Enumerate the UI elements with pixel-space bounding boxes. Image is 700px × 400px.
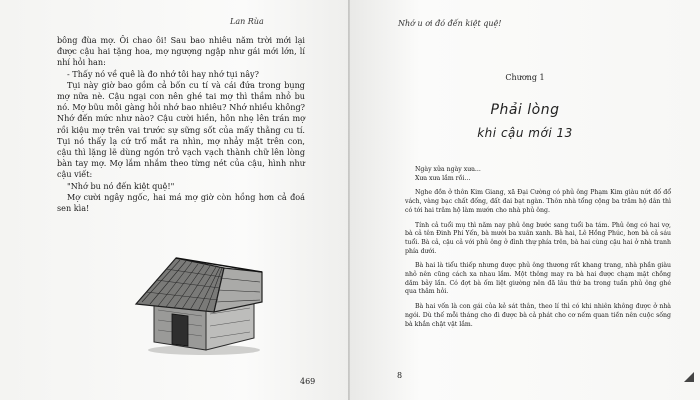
chapter-title: Phải lòng xyxy=(490,102,560,118)
thatched-house-icon xyxy=(132,238,268,358)
right-paragraph: Tính cả tuổi mụ thì năm nay phủ ông bước sang tuổi ba tám. Phủ ông có hai vợ, bà cả tên Đinh Phi Yến, bà mười ba xuân xanh. Bà hai, Lê Hồng Phúc, hơn bà cả sáu tuổi. Bà cả, cậu cả với phủ ông ở đình thự phía trên, bà hai cùng cậu hai ở nhà tranh phía dưới. xyxy=(405,221,671,255)
right-page xyxy=(350,0,700,400)
right-paragraph: Nghe đồn ở thôn Kim Giang, xã Đại Cường có phủ ông Phạm Kim giàu nứt đố đổ vách, vàng bạc chất đống, đất đai bạt ngàn. Thôn nhà tổng cộng ba trăm hộ dân thì có tới hai trăm hộ làm mướn cho nhà phủ ông. xyxy=(405,189,671,214)
right-paragraph: Bà hai là tiểu thiếp nhưng được phủ ông thương rất khang trang, nhà phần giàu nhỏ nên cũng cách xa nhau lắm. Một thông may ra bà hai được chạm mặt chồng dăm bảy lần. Có đợt bà ốm liệt giường nên đã lâu thứ ba trong tuần phủ ông ghé qua thăm hỏi. xyxy=(405,262,671,296)
right-page-body xyxy=(405,166,671,329)
right-paragraph: Ngày xửa ngày xưa... xyxy=(415,166,481,173)
right-running-head: Nhớ u ơi đó đến kiệt quệ! xyxy=(398,19,502,28)
left-paragraph: Tụi này giờ bao gồm cả bốn cu tí và cái đứa trong bụng mợ nữa nè. Cậu ngại con nên ghé tai mợ thì thầm nhỏ bu nó. Mợ bũu môi gàng hỏi nhớ bao nhiêu? Nhớ nhiều không? Nhớ đến mức như nào? Cậu cười hiền, hôn nhẹ lên trán mợ rồi kiệu mợ trên vai trước sự sững sốt của mấy thằng cu tí. Tụi nó thấy lạ cứ trố mắt ra nhìn, mợ nhảy mặt trên con, cậu thì lặng lẽ dùng ngón trỏ vạch vạch thành chữ lên lòng bàn tay mợ. Mợ lắm nhắm theo từng nét của cậu, hình như cậu viết: xyxy=(57,79,305,180)
chapter-subtitle: khi cậu mới 13 xyxy=(477,126,573,140)
left-page-body xyxy=(57,35,305,214)
left-paragraph: bông đùa mợ. Ôi chao ôi! Sau bao nhiêu năm trời mới lại được cậu hai tặng hoa, mợ ngượng ngập như gái mới lớn, lí nhí hỏi han: xyxy=(57,35,305,68)
left-running-head: Lan Rùa xyxy=(230,17,264,26)
left-page-number: 469 xyxy=(300,377,316,386)
left-paragraph: Mợ cười ngây ngốc, hai má mợ giờ còn hồng hơn cả đoá sen kìa! xyxy=(57,191,305,214)
left-paragraph: "Nhớ bu nó đến kiệt quệ!" xyxy=(67,180,175,191)
chapter-label: Chương 1 xyxy=(505,73,545,82)
page-corner-mark xyxy=(684,372,694,382)
right-paragraph: Xưa xưa lắm rồi... xyxy=(415,174,471,182)
left-paragraph: - Thấy nó về quê là đo nhớ tôi hay nhớ tụi nây? xyxy=(67,68,259,79)
right-paragraph: Bà hai vốn là con gái của kẻ sát thân, theo lí thì có khi nhiên không được ở nhà ngói. Dù thế mỗi tháng cho đi được bà cả phát cho cơ nếm quan tiền nên cuộc sống bà khắn chật vật lắm. xyxy=(405,303,671,328)
right-page-number: 8 xyxy=(397,371,403,380)
